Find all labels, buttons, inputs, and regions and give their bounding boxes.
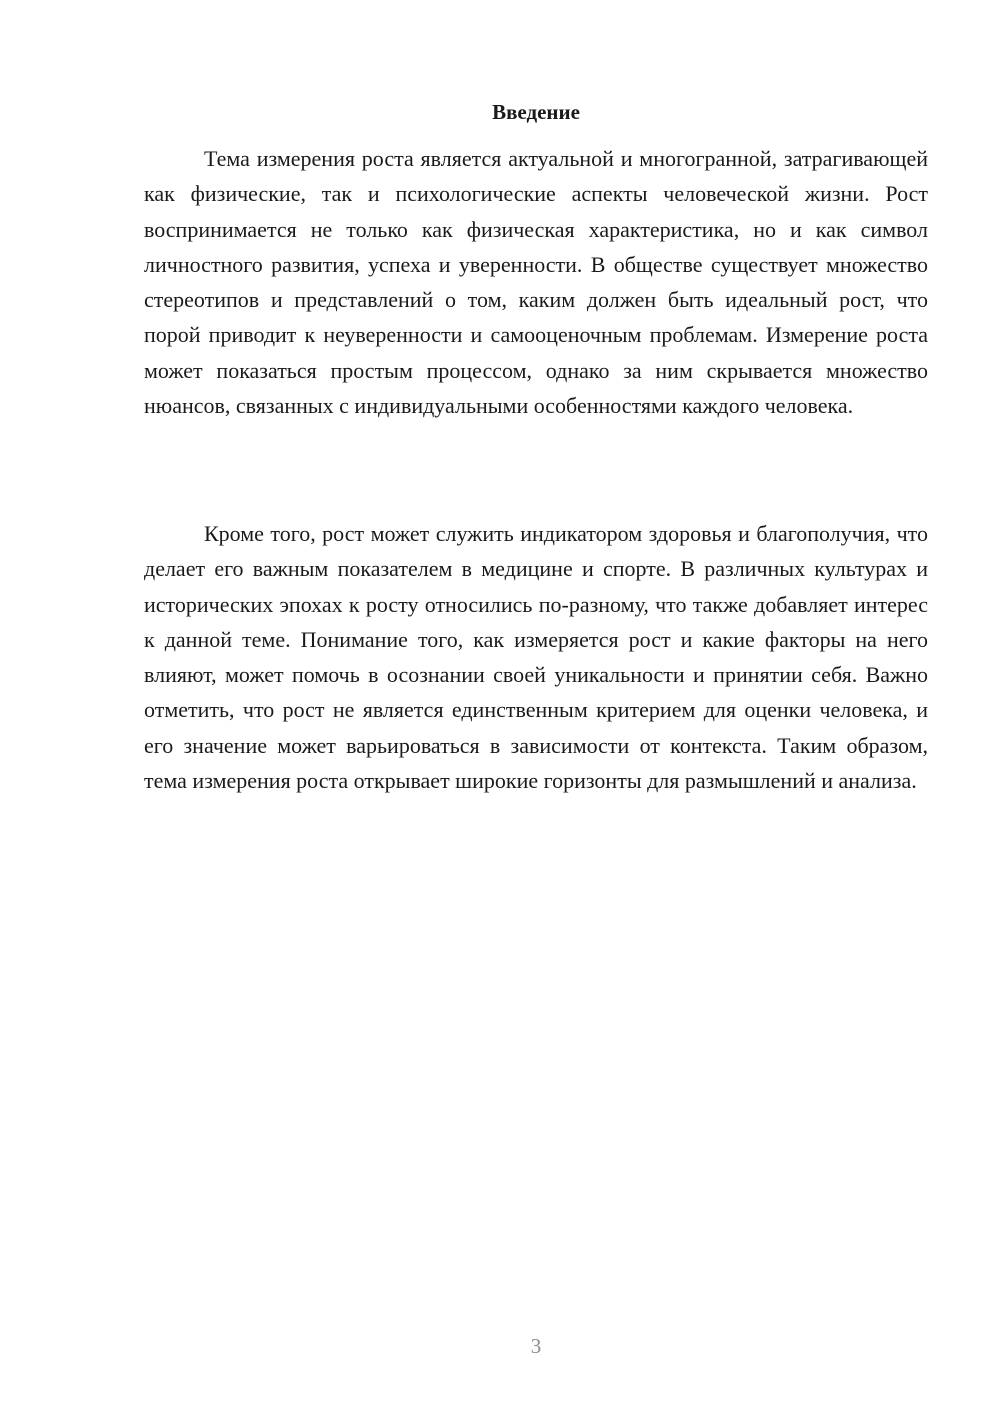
page-number: 3 xyxy=(530,1334,542,1358)
page-title: Введение xyxy=(492,100,580,124)
paragraph: Тема измерения роста является актуальной и многогранной, затрагивающей как физические, так и психологические аспекты человеческой жизни. Рост воспринимается не только как физическая характеристика, но и как символ личностного развития, успеха и уверенности. В обществе существует множество стереотипов и представлений о том, каким должен быть идеальный рост, что порой приводит к неуверенности и самооценочным проблемам. Измерение роста может показаться простым процессом, однако за ним скрывается множество нюансов, связанных с индивидуальными особенностями каждого человека. xyxy=(144,146,928,419)
paragraph: Кроме того, рост может служить индикатором здоровья и благополучия, что делает его важным показателем в медицине и спорте. В различных культурах и исторических эпохах к росту относились по-разному, что также добавляет интерес к данной теме. Понимание того, как измеряется рост и какие факторы на него влияют, может помочь в осознании своей уникальности и принятии себя. Важно отметить, что рост не является единственным критерием для оценки человека, и его значение может варьироваться в зависимости от контекста. Таким образом, тема измерения роста открывает широкие горизонты для размышлений и анализа. xyxy=(144,521,928,794)
